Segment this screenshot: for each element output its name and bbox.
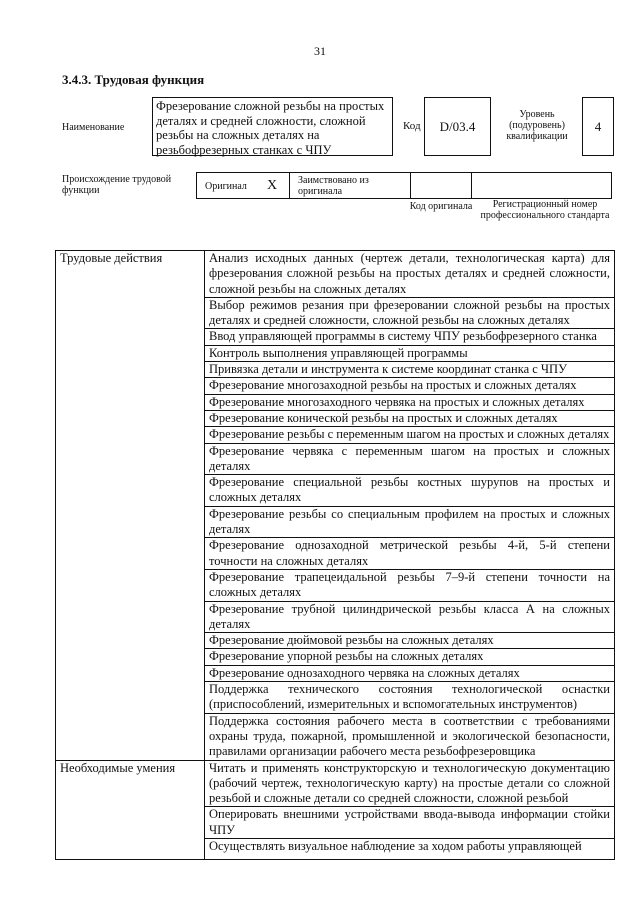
item-text: Фрезерование конической резьбы на простых и сложных деталях xyxy=(209,410,558,425)
item-text: Ввод управляющей программы в систему ЧПУ резьбофрезерного станка xyxy=(209,329,597,344)
registration-number-cell xyxy=(472,173,611,198)
table-cell xyxy=(205,633,615,649)
original-mark: X xyxy=(267,178,278,193)
item-text: Анализ исходных данных (чертеж детали, технологическая карта) для фрезерования сложной резьбы на простых деталях и средней сложности, сложной резьбы на сложных деталях xyxy=(209,251,610,296)
table-cell xyxy=(205,682,615,714)
table-cell xyxy=(205,443,615,475)
item-text: Фрезерование многозаходной резьбы на простых и сложных деталях xyxy=(209,378,577,393)
item-text: Выбор режимов резания при фрезеровании сложной резьбы на простых деталях и средней сложности, сложной резьбы на сложных деталях xyxy=(209,297,610,328)
table-cell xyxy=(205,807,615,839)
code-label: Код xyxy=(403,120,421,132)
table-cell xyxy=(205,345,615,361)
registration-number-caption: Регистрационный номер профессионального стандарта xyxy=(480,199,610,221)
table-cell xyxy=(205,362,615,378)
item-text: Поддержка состояния рабочего места в соответствии с требованиями охраны труда, пожарной, промышленной и экологической безопасности, правилами организации рабочего места резьбофрезеровщика xyxy=(209,713,610,759)
table-cell xyxy=(205,538,615,570)
table-cell xyxy=(205,394,615,410)
table-cell xyxy=(205,297,615,329)
original-cell xyxy=(197,173,290,198)
table-cell xyxy=(205,601,615,633)
original-code-caption: Код оригинала xyxy=(409,201,473,212)
table-row xyxy=(56,251,615,298)
origin-row xyxy=(196,172,612,199)
section-title: 3.4.3. Трудовая функция xyxy=(62,72,205,87)
item-text: Читать и применять конструкторскую и технологическую документацию (рабочий чертеж, технологическую карту) на простые детали со сложной резьбой и сложные детали со средней сложности, сложной резьбой xyxy=(209,760,610,806)
page-number: 31 xyxy=(314,44,326,58)
function-name: Фрезерование сложной резьбы на простых деталях и средней сложности, сложной резьбы на сложных деталях на резьбофрезерных станках с ЧПУ xyxy=(152,97,393,156)
original-code-cell xyxy=(411,173,472,198)
qualification-level: 4 xyxy=(582,97,614,156)
item-text: Фрезерование трапецеидальной резьбы 7–9-й степени точности на сложных деталях xyxy=(209,569,610,600)
borrowed-cell xyxy=(290,173,411,198)
table-cell xyxy=(205,251,615,298)
section-title-cell: Необходимые умения xyxy=(56,760,205,859)
table-cell xyxy=(205,427,615,443)
table-cell xyxy=(205,410,615,426)
table-cell xyxy=(205,569,615,601)
item-text: Фрезерование дюймовой резьбы на сложных деталях xyxy=(209,633,494,648)
item-text: Фрезерование трубной цилиндрической резьбы класса А на сложных деталях xyxy=(209,601,610,631)
labor-function-table xyxy=(55,250,615,860)
item-text: Фрезерование однозаходной метрической резьбы 4-й, 5-й степени точности на сложных деталях xyxy=(209,538,610,568)
section-title-cell: Трудовые действия xyxy=(56,251,205,761)
table-cell xyxy=(205,760,615,807)
item-text: Осуществлять визуальное наблюдение за ходом работы управляющей xyxy=(209,838,582,853)
item-text: Привязка детали и инструмента к системе координат станка с ЧПУ xyxy=(209,362,567,377)
table-cell xyxy=(205,665,615,681)
table-row xyxy=(56,760,615,807)
item-text: Фрезерование упорной резьбы на сложных деталях xyxy=(209,649,484,664)
table-cell xyxy=(205,475,615,507)
item-text: Фрезерование специальной резьбы костных шурупов на простых и сложных деталях xyxy=(209,475,610,505)
item-text: Поддержка технического состояния технологической оснастки (приспособлений, измерительных и вспомогательных инструментов) xyxy=(209,682,610,712)
table-cell xyxy=(205,713,615,760)
original-label: Оригинал xyxy=(205,181,247,192)
item-text: Фрезерование резьбы с переменным шагом на простых и сложных деталях xyxy=(209,427,610,442)
item-text: Фрезерование многозаходного червяка на простых и сложных деталях xyxy=(209,394,585,409)
level-label: Уровень (подуровень) квалификации xyxy=(506,109,568,142)
function-code: D/03.4 xyxy=(424,97,491,156)
table-cell xyxy=(205,506,615,538)
table-cell xyxy=(205,329,615,345)
table-cell xyxy=(205,649,615,665)
item-text: Контроль выполнения управляющей программы xyxy=(209,345,468,360)
table-cell xyxy=(205,838,615,859)
item-text: Оперировать внешними устройствами ввода-вывода информации стойки ЧПУ xyxy=(209,807,610,837)
borrowed-label: Заимствовано из оригинала xyxy=(298,175,369,197)
item-text: Фрезерование червяка с переменным шагом на простых и сложных деталях xyxy=(209,443,610,473)
table-cell xyxy=(205,378,615,394)
item-text: Фрезерование однозаходного червяка на сложных деталях xyxy=(209,665,520,680)
name-label: Наименование xyxy=(62,122,125,133)
item-text: Фрезерование резьбы со специальным профилем на простых и сложных деталях xyxy=(209,506,610,537)
origin-label: Происхождение трудовой функции xyxy=(62,174,172,196)
